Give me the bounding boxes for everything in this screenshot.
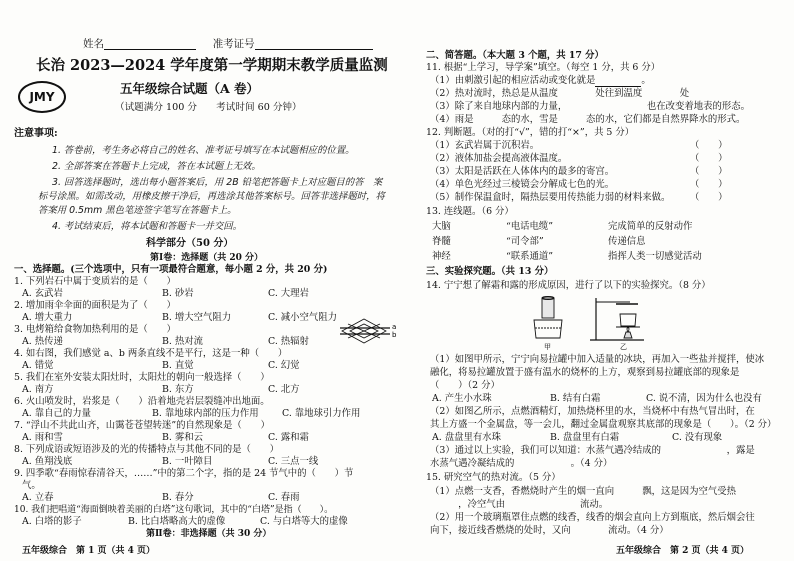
notice-line: 答案用 0.5mm 黑色笔迹签字笔写在答题卡上。: [38, 205, 237, 216]
q14-p2-line-1: （2）如图乙所示，点燃酒精灯，加热烧杯里的水，当烧杯中有热气冒出时，在: [430, 406, 755, 417]
q10-option-b: B. 比白塔略高大的虚像: [128, 516, 226, 527]
q15-line-1: （1）点燃一支香，香燃烧时产生的烟一直向 飘，这是因为空气受热: [430, 486, 736, 497]
fig-a-can: [542, 298, 554, 318]
q5-option-c: C. 北方: [268, 384, 300, 395]
q11-blank: [595, 76, 641, 87]
q2-option-a: A. 增大重力: [22, 312, 73, 323]
q4-option-a: A. 错觉: [22, 360, 54, 371]
jmy-logo: JMY: [18, 81, 66, 113]
q12-item-3: （3）太阳是活跃在人体体内的最多的寄宫。: [430, 166, 615, 177]
science-section-title: 科学部分（50 分）: [146, 238, 234, 249]
q13-col1-item: 神经: [432, 251, 451, 262]
q7-option-c: C. 露和霜: [268, 432, 309, 443]
q14-p3-line-2: 水蒸气遇冷凝结成的 。（4 分）: [430, 458, 613, 469]
fig-a-beaker: [534, 320, 562, 338]
fig-b-alcohol-lamp: [624, 332, 632, 338]
q4-option-b: B. 直觉: [162, 360, 194, 371]
illusion-label-a: a: [392, 323, 397, 331]
question-9: 9. 四季歌“春雨惊春清谷天，……”中的第二个字，指的是 24 节气中的（ ）节: [14, 468, 354, 479]
q15-stem: 15. 研究空气的热对流。（5 分）: [426, 472, 561, 483]
q10-option-c: C. 与白塔等大的虚像: [260, 516, 348, 527]
q3-option-a: A. 热传递: [22, 336, 63, 347]
section1-heading: 一、选择题。(三个选项中，只有一项最符合题意，每小题 2 分，共 20 分): [14, 264, 328, 275]
notice-line: 3. 回答选择题时，选出每小题答案后，用 2B 铅笔把答题卡上对应题目的答 案: [52, 177, 383, 188]
q9-option-c: C. 春雨: [268, 492, 300, 503]
q14-p1-line-2: 融化，将易拉罐放置于盛有温水的烧杯的上方，观察到易拉罐底部的现象是: [430, 367, 740, 378]
q12-item-4: （4）单色光经过三棱镜会分解成七色的光。: [430, 179, 615, 190]
q13-col1-item: 大脑: [432, 221, 451, 232]
q9-option-a: A. 立春: [22, 492, 54, 503]
question-4: 4. 如右图，我们感觉 a、b 两条直线不是平行，这是一种（ ）: [14, 348, 288, 359]
page2-footer: 五年级综合 第 2 页（共 4 页）: [616, 546, 750, 556]
q12-item-5: （5）制作保温盒时，隔热层要用传热能力弱的材料来做。: [430, 192, 671, 203]
q14-p1-option-a: A. 产生小水珠: [432, 393, 492, 404]
q6-option-a: A. 靠自己的力量: [22, 408, 91, 419]
q8-option-a: A. 鱼翔浅底: [22, 456, 73, 467]
section3-heading: 三、实验探究题。（共 13 分）: [426, 266, 554, 277]
q13-stem: 13. 连线题。（6 分）: [426, 206, 514, 217]
q15-line-4: 向下，接近线香燃烧的处时，又向 流动。（4 分）: [430, 525, 669, 536]
name-field: [83, 38, 373, 50]
q11-line-1: （1）由刺激引起的相应活动或变化就是 。: [430, 75, 651, 86]
subject-title: 五年级综合试题（A 卷）: [120, 81, 260, 96]
fig-label-a: 甲: [544, 343, 551, 351]
q15-line-3: （2）用一个玻璃瓶罩住点燃的线香，线香的烟会直向上方到瓶底，然后烟会往: [430, 512, 755, 523]
q6-option-c: C. 靠地球引力作用: [282, 408, 361, 419]
name-label: 姓名: [83, 38, 104, 50]
notice-line: 标号涂黑。如需改动，用橡皮擦干净后，再选涂其他答案标号。回答非选择题时，将: [38, 191, 385, 202]
q12-answer-5: （ ）: [690, 192, 728, 203]
q3-option-b: B. 热对流: [162, 336, 203, 347]
q14-p2-option-a: A. 盘盘里有水珠: [432, 432, 501, 443]
question-8: 8. 下列成语或短语涉及的光的传播特点与其他不同的是（ ）: [14, 444, 280, 455]
q14-p1-option-c: C. 说不清，因为什么也没有: [646, 393, 762, 404]
q14-p2-line-2: 其上方盛一个金属盘，等一会儿，翻过金属盘观察其底部的现象是（ ）。（2 分）: [430, 419, 777, 430]
question-1: 1. 下列岩石中属于变质岩的是（ ）: [14, 276, 176, 287]
q14-p3-line-1: （3）通过以上实验，我们可以知道：水蒸气遇冷结成的 ，露是: [430, 445, 755, 456]
q13-col3-item: 完成简单的反射动作: [608, 221, 693, 232]
question-10: 10. 我们把唱道“海面倒映着美丽的白塔”这句歌词，其中的“白塔”是指（ ）。: [14, 505, 334, 515]
q12-stem: 12. 判断题。（对的打“√”，错的打“×”，共 5 分）: [426, 127, 635, 138]
exam-number-blank: [255, 39, 373, 50]
q12-answer-1: （ ）: [690, 140, 728, 151]
q1-option-a: A. 玄武岩: [22, 288, 63, 299]
section2-heading: 二、简答题。（本大题 3 个题，共 17 分）: [426, 50, 604, 61]
q11-line-4: （4）雨是 态的水，雪是 态的水，它们都是自然界降水的形式。: [430, 114, 746, 125]
question-2: 2. 增加雨伞伞面的面积是为了（ ）: [14, 300, 176, 311]
part1-title: 第Ⅰ卷：选择题（共 20 分）: [150, 253, 264, 263]
frost-dew-experiment-figure: [520, 292, 660, 352]
notice-line: 2. 全部答案在答题卡上完成，答在本试题上无效。: [52, 161, 261, 172]
exam-number-label: 准考证号: [212, 38, 255, 50]
page1-footer: 五年级综合 第 1 页（共 4 页）: [22, 546, 156, 556]
notice-line: 1. 答卷前，考生务必将自己的姓名、准考证号填写在本试题相应的位置。: [52, 145, 355, 156]
q13-col1-item: 脊髓: [432, 236, 451, 247]
exam-page-2: [410, 0, 794, 561]
q11-stem: 11. 根据“上学习，导学案”填空。（每空 1 分，共 6 分）: [426, 62, 661, 73]
q6-option-b: B. 靠地球内部的压力作用: [152, 408, 259, 419]
q13-col2-item: “电话电缆”: [506, 221, 554, 232]
q7-option-b: B. 雾和云: [162, 432, 203, 443]
parallel-line-illusion-figure: [338, 316, 400, 346]
question-9-cont: 气。: [22, 480, 41, 491]
notice-line: 4. 考试结束后，将本试题和答题卡一并交回。: [52, 221, 243, 232]
question-3: 3. 电烤箱给食物加热利用的是（ ）: [14, 324, 176, 335]
q10-option-a: A. 白塔的影子: [22, 516, 82, 527]
illusion-label-b: b: [392, 331, 397, 339]
question-5: 5. 我们在室外安装太阳灶时，太阳灶的朝向一般选择（ ）: [14, 372, 270, 383]
exam-title: 长治 2023—2024 学年度第一学期期末教学质量监测: [36, 57, 388, 74]
q1-option-b: B. 砂岩: [162, 288, 194, 299]
question-6: 6. 火山喷发时，岩浆是（ ）沿着地壳岩层裂缝冲出地面。: [14, 396, 270, 407]
q13-col2-item: “司令部”: [506, 236, 544, 247]
q7-option-a: A. 雨和雪: [22, 432, 63, 443]
q13-col3-item: 传递信息: [608, 236, 646, 247]
q12-item-2: （2）液体加盐会提高液体温度。: [430, 153, 568, 164]
exam-meta: （试题满分 100 分 考试时间 60 分钟）: [115, 102, 302, 113]
name-blank: [104, 39, 196, 50]
q12-answer-4: （ ）: [690, 179, 728, 190]
q12-answer-3: （ ）: [690, 166, 728, 177]
q12-item-1: （1）玄武岩属于沉积岩。: [430, 140, 540, 151]
q14-p1-line-1: （1）如图甲所示，宁宁向易拉罐中加入适量的冰块，再加入一些盐并搅拌，使冰: [430, 354, 765, 365]
q12-answer-2: （ ）: [690, 153, 728, 164]
q8-option-c: C. 三点一线: [268, 456, 319, 467]
q5-option-a: A. 南方: [22, 384, 54, 395]
q8-option-b: B. 一叶障目: [162, 456, 213, 467]
q11-line-3: （3）除了来自地球内部的力量， 也在改变着地表的形态。: [430, 101, 751, 112]
q2-option-b: B. 增大空气阻力: [162, 312, 232, 323]
q14-stem: 14. 宁宁想了解霜和露的形成原因，进行了以下的实验探究。（8 分）: [426, 280, 711, 291]
q13-col2-item: “联系通道”: [506, 251, 554, 262]
question-7: 7. “浮山不共此山齐，山霭苍苍望转迷”的自然现象是（ ）: [14, 420, 270, 431]
q11-line-2: （2）热对流时，热总是从温度 处往到温度 处: [430, 88, 690, 99]
q9-option-b: B. 春分: [162, 492, 194, 503]
q14-p2-option-b: B. 盘盘里有白霜: [550, 432, 620, 443]
q13-col3-item: 指挥人类一切感觉活动: [608, 251, 702, 262]
notice-heading: 注意事项:: [14, 128, 58, 139]
fig-b-beaker: [620, 314, 636, 326]
q2-option-c: C. 减小空气阻力: [268, 312, 338, 323]
q4-option-c: C. 幻觉: [268, 360, 300, 371]
q14-p2-option-c: C. 没有现象: [672, 432, 723, 443]
q14-p1-option-b: B. 结有白霜: [550, 393, 601, 404]
q15-line-2: ，冷空气由 流动。: [430, 499, 609, 510]
q1-option-c: C. 大理岩: [268, 288, 309, 299]
q3-option-c: C. 热辐射: [268, 336, 309, 347]
fig-b-flame: [627, 327, 629, 332]
part2-title: 第Ⅱ卷：非选择题（共 30 分）: [146, 529, 272, 539]
q14-p1-line-3: （ ）（2 分）: [430, 380, 500, 391]
q5-option-b: B. 东方: [162, 384, 194, 395]
fig-label-b: 乙: [620, 343, 627, 351]
